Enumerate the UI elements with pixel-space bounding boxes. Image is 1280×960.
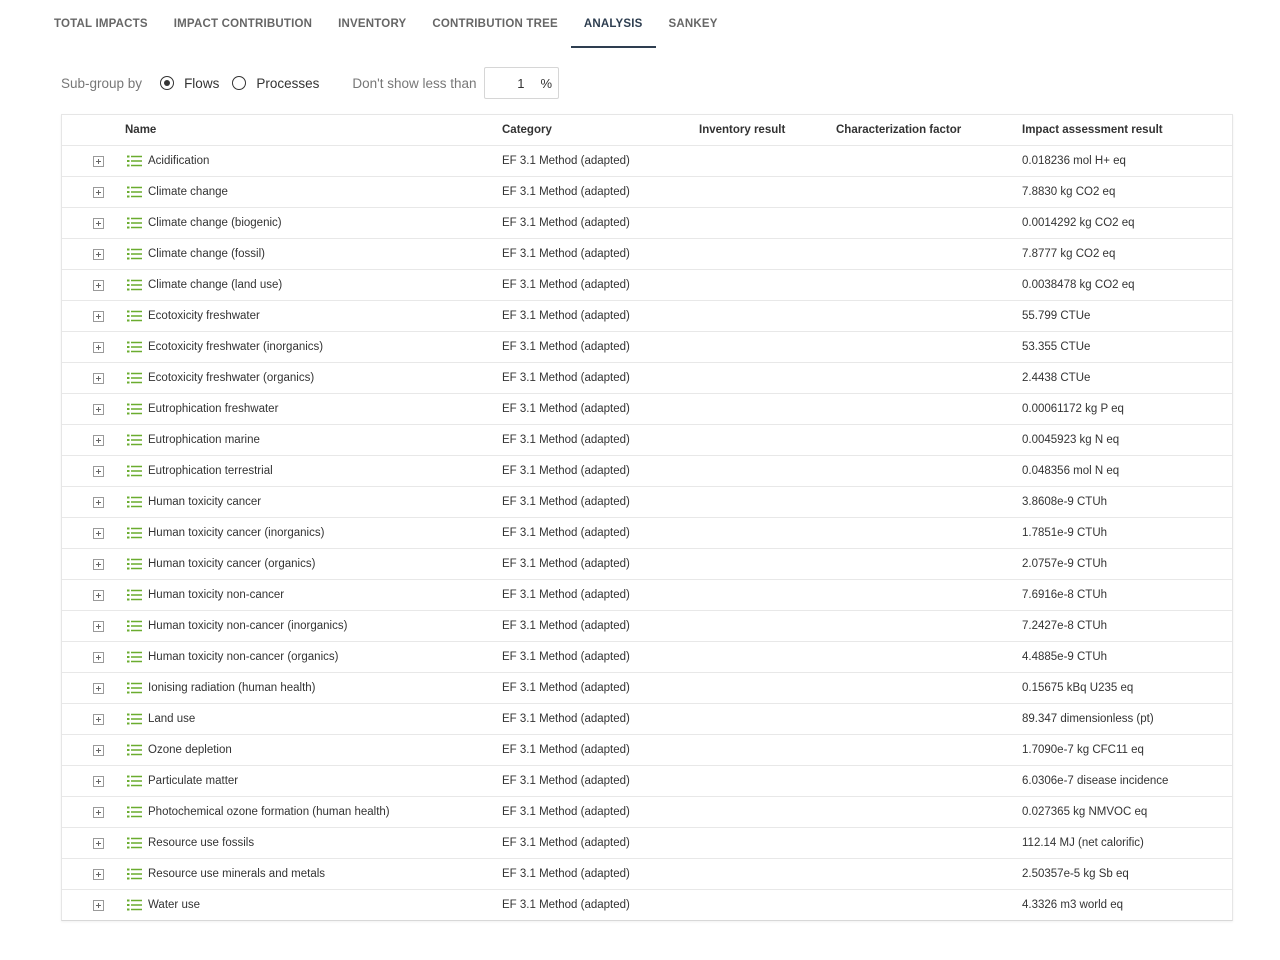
list-icon — [127, 868, 142, 880]
threshold-field[interactable] — [484, 67, 559, 99]
table-row[interactable] — [62, 177, 1232, 208]
row-category: EF 3.1 Method (adapted) — [502, 651, 630, 663]
row-name: Ecotoxicity freshwater — [148, 310, 260, 322]
threshold-unit: % — [540, 75, 553, 91]
flows-radio-circle[interactable] — [160, 76, 174, 90]
row-category: EF 3.1 Method (adapted) — [502, 372, 630, 384]
row-category: EF 3.1 Method (adapted) — [502, 217, 630, 229]
row-result: 6.0306e-7 disease incidence — [1022, 775, 1169, 787]
expand-cell — [62, 528, 125, 539]
table-row[interactable] — [62, 394, 1232, 425]
plus-square-icon[interactable] — [93, 621, 104, 632]
plus-square-icon[interactable] — [93, 435, 104, 446]
row-name: Ionising radiation (human health) — [148, 682, 316, 694]
list-icon — [127, 155, 142, 167]
expand-cell — [62, 218, 125, 229]
row-name: Human toxicity non-cancer — [148, 589, 285, 601]
list-icon — [127, 248, 142, 260]
tab-analysis[interactable]: ANALYSIS — [584, 0, 643, 48]
table-body — [62, 146, 1232, 920]
row-result: 0.15675 kBq U235 eq — [1022, 682, 1134, 694]
row-name: Land use — [148, 713, 196, 725]
header-name[interactable]: Name — [125, 124, 157, 136]
plus-square-icon[interactable] — [93, 559, 104, 570]
row-category: EF 3.1 Method (adapted) — [502, 589, 630, 601]
row-category: EF 3.1 Method (adapted) — [502, 341, 630, 353]
list-icon — [127, 620, 142, 632]
header-category[interactable]: Category — [502, 124, 552, 136]
table-row[interactable] — [62, 146, 1232, 177]
flows-radio[interactable] — [160, 76, 219, 91]
table-row[interactable] — [62, 425, 1232, 456]
list-icon — [127, 527, 142, 539]
table-row[interactable] — [62, 301, 1232, 332]
row-result: 89.347 dimensionless (pt) — [1022, 713, 1154, 725]
name-cell — [125, 713, 502, 725]
row-name: Acidification — [148, 155, 210, 167]
table-row[interactable] — [62, 363, 1232, 394]
threshold-label: Don't show less than — [352, 75, 477, 91]
row-result: 7.6916e-8 CTUh — [1022, 589, 1108, 601]
tab-total-impacts[interactable]: TOTAL IMPACTS — [54, 18, 148, 30]
list-icon — [127, 310, 142, 322]
table-row[interactable] — [62, 580, 1232, 611]
row-category: EF 3.1 Method (adapted) — [502, 279, 630, 291]
expand-cell — [62, 249, 125, 260]
row-category: EF 3.1 Method (adapted) — [502, 527, 630, 539]
name-cell — [125, 248, 502, 260]
plus-square-icon[interactable] — [93, 280, 104, 291]
plus-square-icon[interactable] — [93, 683, 104, 694]
plus-square-icon[interactable] — [93, 590, 104, 601]
expand-cell — [62, 683, 125, 694]
name-cell — [125, 403, 502, 415]
name-cell — [125, 837, 502, 849]
row-result: 0.027365 kg NMVOC eq — [1022, 806, 1148, 818]
row-category: EF 3.1 Method (adapted) — [502, 837, 630, 849]
row-name: Water use — [148, 899, 200, 911]
table-row[interactable] — [62, 859, 1232, 890]
list-icon — [127, 217, 142, 229]
table-row[interactable] — [62, 797, 1232, 828]
list-icon — [127, 558, 142, 570]
expand-cell — [62, 652, 125, 663]
row-result: 2.0757e-9 CTUh — [1022, 558, 1108, 570]
row-result: 1.7851e-9 CTUh — [1022, 527, 1108, 539]
expand-cell — [62, 342, 125, 353]
table-row[interactable] — [62, 487, 1232, 518]
expand-cell — [62, 807, 125, 818]
name-cell — [125, 186, 502, 198]
row-result: 2.50357e-5 kg Sb eq — [1022, 868, 1129, 880]
name-cell — [125, 744, 502, 756]
row-category: EF 3.1 Method (adapted) — [502, 620, 630, 632]
row-result: 55.799 CTUe — [1022, 310, 1091, 322]
expand-cell — [62, 156, 125, 167]
list-icon — [127, 899, 142, 911]
analysis-table — [61, 114, 1233, 921]
row-category: EF 3.1 Method (adapted) — [502, 310, 630, 322]
plus-square-icon[interactable] — [93, 187, 104, 198]
row-name: Eutrophication terrestrial — [148, 465, 273, 477]
tab-impact-contribution[interactable]: IMPACT CONTRIBUTION — [173, 18, 313, 30]
expand-cell — [62, 404, 125, 415]
list-icon — [127, 372, 142, 384]
plus-square-icon[interactable] — [93, 807, 104, 818]
expand-cell — [62, 373, 125, 384]
row-category: EF 3.1 Method (adapted) — [502, 868, 630, 880]
row-category: EF 3.1 Method (adapted) — [502, 713, 630, 725]
table-row[interactable] — [62, 208, 1232, 239]
flows-radio-label: Flows — [184, 75, 220, 91]
list-icon — [127, 279, 142, 291]
table-row[interactable] — [62, 735, 1232, 766]
list-icon — [127, 682, 142, 694]
header-cf[interactable]: Characterization factor — [836, 124, 962, 136]
expand-cell — [62, 311, 125, 322]
row-name: Climate change — [148, 186, 228, 198]
plus-square-icon[interactable] — [93, 776, 104, 787]
row-name: Resource use fossils — [148, 837, 255, 849]
plus-square-icon[interactable] — [93, 249, 104, 260]
plus-square-icon[interactable] — [93, 528, 104, 539]
plus-square-icon[interactable] — [93, 156, 104, 167]
plus-square-icon[interactable] — [93, 838, 104, 849]
plus-square-icon[interactable] — [93, 745, 104, 756]
row-name: Human toxicity non-cancer (organics) — [148, 651, 339, 663]
row-name: Eutrophication marine — [148, 434, 260, 446]
row-name: Human toxicity non-cancer (inorganics) — [148, 620, 348, 632]
row-result: 0.018236 mol H+ eq — [1022, 155, 1126, 167]
name-cell — [125, 620, 502, 632]
row-result: 0.0014292 kg CO2 eq — [1022, 217, 1135, 229]
table-row[interactable] — [62, 611, 1232, 642]
name-cell — [125, 589, 502, 601]
table-row[interactable] — [62, 704, 1232, 735]
list-icon — [127, 186, 142, 198]
name-cell — [125, 372, 502, 384]
plus-square-icon[interactable] — [93, 869, 104, 880]
row-result: 4.4885e-9 CTUh — [1022, 651, 1108, 663]
row-name: Ecotoxicity freshwater (organics) — [148, 372, 315, 384]
row-name: Particulate matter — [148, 775, 239, 787]
table-row[interactable] — [62, 239, 1232, 270]
row-result: 1.7090e-7 kg CFC11 eq — [1022, 744, 1144, 756]
table-header — [62, 115, 1232, 146]
list-icon — [127, 403, 142, 415]
expand-cell — [62, 776, 125, 787]
row-result: 0.00061172 kg P eq — [1022, 403, 1124, 415]
row-result: 4.3326 m3 world eq — [1022, 899, 1124, 911]
expand-cell — [62, 280, 125, 291]
row-category: EF 3.1 Method (adapted) — [502, 558, 630, 570]
row-category: EF 3.1 Method (adapted) — [502, 465, 630, 477]
row-category: EF 3.1 Method (adapted) — [502, 248, 630, 260]
expand-cell — [62, 745, 125, 756]
header-result[interactable]: Impact assessment result — [1022, 124, 1163, 136]
processes-radio[interactable] — [232, 76, 319, 91]
row-name: Eutrophication freshwater — [148, 403, 279, 415]
list-icon — [127, 744, 142, 756]
header-inventory[interactable]: Inventory result — [699, 124, 786, 136]
tab-inventory[interactable]: INVENTORY — [338, 18, 407, 30]
row-category: EF 3.1 Method (adapted) — [502, 806, 630, 818]
name-cell — [125, 155, 502, 167]
expand-cell — [62, 621, 125, 632]
row-category: EF 3.1 Method (adapted) — [502, 434, 630, 446]
row-name: Human toxicity cancer (organics) — [148, 558, 316, 570]
row-category: EF 3.1 Method (adapted) — [502, 775, 630, 787]
row-result: 7.2427e-8 CTUh — [1022, 620, 1108, 632]
row-category: EF 3.1 Method (adapted) — [502, 403, 630, 415]
list-icon — [127, 713, 142, 725]
table-row[interactable] — [62, 518, 1232, 549]
expand-cell — [62, 838, 125, 849]
plus-square-icon[interactable] — [93, 404, 104, 415]
plus-square-icon[interactable] — [93, 342, 104, 353]
row-category: EF 3.1 Method (adapted) — [502, 899, 630, 911]
list-icon — [127, 341, 142, 353]
list-icon — [127, 651, 142, 663]
table-row[interactable] — [62, 890, 1232, 920]
table-row[interactable] — [62, 828, 1232, 859]
row-name: Photochemical ozone formation (human health) — [148, 806, 390, 818]
name-cell — [125, 434, 502, 446]
list-icon — [127, 496, 142, 508]
name-cell — [125, 806, 502, 818]
list-icon — [127, 589, 142, 601]
name-cell — [125, 341, 502, 353]
name-cell — [125, 775, 502, 787]
row-name: Climate change (biogenic) — [148, 217, 282, 229]
plus-square-icon[interactable] — [93, 373, 104, 384]
subgroup-label: Sub-group by — [61, 75, 143, 91]
expand-cell — [62, 559, 125, 570]
list-icon — [127, 837, 142, 849]
plus-square-icon[interactable] — [93, 497, 104, 508]
table-row[interactable] — [62, 270, 1232, 301]
row-name: Ecotoxicity freshwater (inorganics) — [148, 341, 324, 353]
row-category: EF 3.1 Method (adapted) — [502, 496, 630, 508]
processes-radio-circle[interactable] — [232, 76, 246, 90]
table-row[interactable] — [62, 766, 1232, 797]
row-result: 7.8777 kg CO2 eq — [1022, 248, 1116, 260]
expand-cell — [62, 466, 125, 477]
expand-cell — [62, 187, 125, 198]
list-icon — [127, 775, 142, 787]
row-name: Human toxicity cancer (inorganics) — [148, 527, 325, 539]
table-row[interactable] — [62, 673, 1232, 704]
plus-square-icon[interactable] — [93, 218, 104, 229]
list-icon — [127, 465, 142, 477]
name-cell — [125, 899, 502, 911]
result-tabs — [54, 0, 744, 48]
table-row[interactable] — [62, 642, 1232, 673]
row-result: 7.8830 kg CO2 eq — [1022, 186, 1116, 198]
expand-cell — [62, 497, 125, 508]
expand-cell — [62, 714, 125, 725]
row-name: Human toxicity cancer — [148, 496, 262, 508]
name-cell — [125, 217, 502, 229]
row-name: Climate change (land use) — [148, 279, 283, 291]
row-name: Ozone depletion — [148, 744, 232, 756]
name-cell — [125, 527, 502, 539]
plus-square-icon[interactable] — [93, 900, 104, 911]
plus-square-icon[interactable] — [93, 311, 104, 322]
name-cell — [125, 496, 502, 508]
plus-square-icon[interactable] — [93, 714, 104, 725]
row-result: 0.0045923 kg N eq — [1022, 434, 1120, 446]
name-cell — [125, 279, 502, 291]
table-row[interactable] — [62, 549, 1232, 580]
table-row[interactable] — [62, 332, 1232, 363]
row-result: 112.14 MJ (net calorific) — [1022, 837, 1144, 849]
row-result: 0.048356 mol N eq — [1022, 465, 1120, 477]
plus-square-icon[interactable] — [93, 466, 104, 477]
name-cell — [125, 651, 502, 663]
list-icon — [127, 806, 142, 818]
subgroup-controls — [61, 66, 559, 100]
row-name: Resource use minerals and metals — [148, 868, 326, 880]
name-cell — [125, 682, 502, 694]
name-cell — [125, 310, 502, 322]
row-result: 2.4438 CTUe — [1022, 372, 1091, 384]
plus-square-icon[interactable] — [93, 652, 104, 663]
expand-cell — [62, 435, 125, 446]
tab-sankey[interactable]: SANKEY — [668, 18, 718, 30]
row-result: 0.0038478 kg CO2 eq — [1022, 279, 1135, 291]
row-category: EF 3.1 Method (adapted) — [502, 682, 630, 694]
row-category: EF 3.1 Method (adapted) — [502, 155, 630, 167]
expand-cell — [62, 590, 125, 601]
list-icon — [127, 434, 142, 446]
name-cell — [125, 558, 502, 570]
row-category: EF 3.1 Method (adapted) — [502, 186, 630, 198]
name-cell — [125, 465, 502, 477]
name-cell — [125, 868, 502, 880]
processes-radio-label: Processes — [256, 75, 320, 91]
row-result: 53.355 CTUe — [1022, 341, 1091, 353]
row-result: 3.8608e-9 CTUh — [1022, 496, 1108, 508]
row-name: Climate change (fossil) — [148, 248, 265, 260]
row-category: EF 3.1 Method (adapted) — [502, 744, 630, 756]
threshold-input[interactable] — [485, 76, 525, 91]
expand-cell — [62, 869, 125, 880]
expand-cell — [62, 900, 125, 911]
tab-contribution-tree[interactable]: CONTRIBUTION TREE — [432, 18, 558, 30]
table-row[interactable] — [62, 456, 1232, 487]
